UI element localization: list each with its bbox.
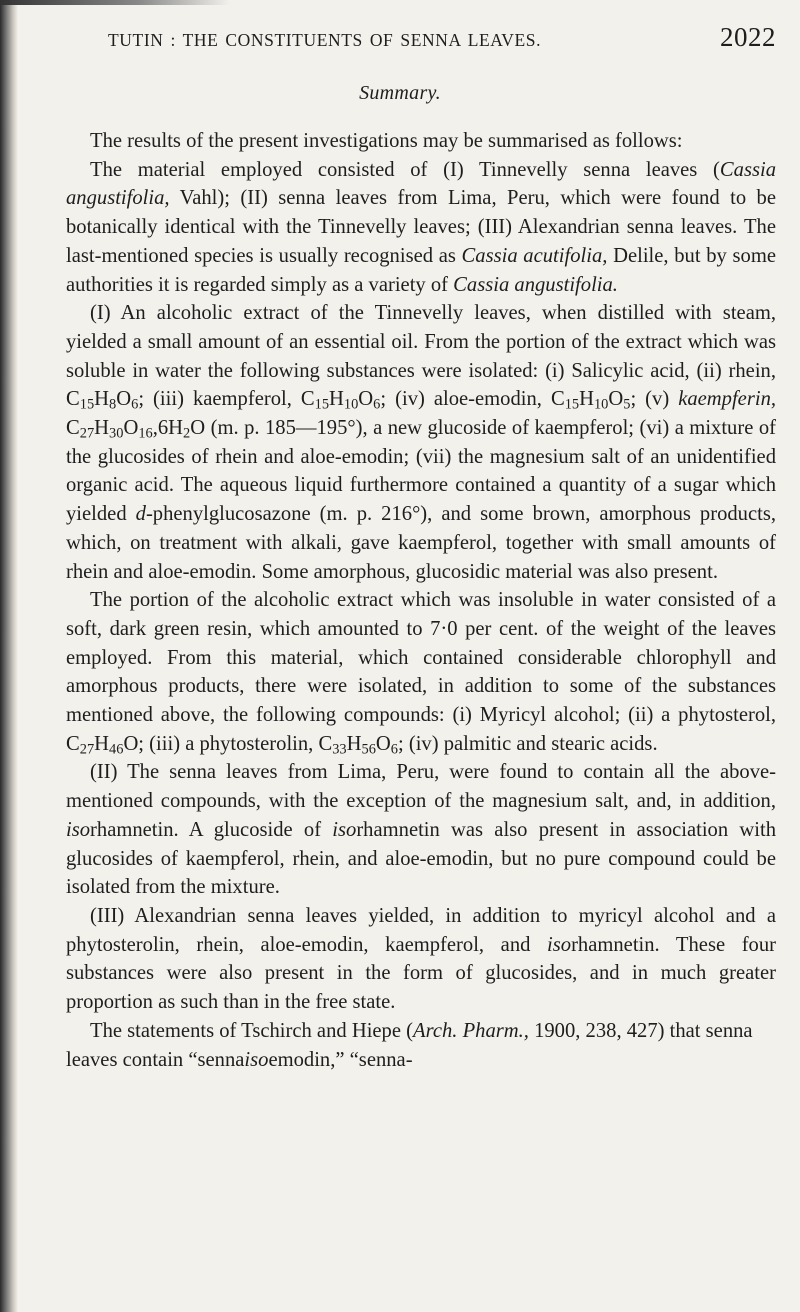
- summary-body: [66, 127, 776, 1074]
- page-number: 2022: [720, 22, 776, 52]
- compound-name: kaempferin,: [678, 388, 777, 411]
- paragraph-tschirch-statement: The statements of Tschirch and Hiepe (Arch. Pharm., 1900, 238, 427) that senna leaves contain “sennaisoemodin,” “senna-: [66, 1019, 753, 1071]
- section-title: Summary.: [359, 82, 441, 104]
- species-name: Cassia angustifolia.: [453, 273, 618, 296]
- paragraph-alexandrian-leaves: (III) Alexandrian senna leaves yielded, in addition to myricyl alcohol and a phytosterolin, rhein, aloe-emodin, kaempferol, and isorhamnetin. These four substances were also present in the form of glucosides, and in much greater proportion as such than in the free state.: [66, 904, 777, 1014]
- page-header: [108, 22, 776, 58]
- journal-citation: Arch. Pharm.,: [413, 1019, 529, 1042]
- paragraph-lima-leaves: (II) The senna leaves from Lima, Peru, were found to contain all the above-mentioned compounds, with the exception of the magnesium salt, and, in addition, isorhamnetin. A glucoside of isorhamnetin was also present in association with glucosides of kaempferol, rhein, and aloe-emodin, but no pure compound could be isolated from the mixture.: [66, 761, 776, 899]
- paragraph-tinnevelly-insoluble: The portion of the alcoholic extract which was insoluble in water consisted of a soft, dark green resin, which amounted to 7·0 per cent. of the weight of the leaves employed. From this material, which contained considerable chlorophyll and amorphous products, there were isolated, in addition to some of the substances mentioned above, the following compounds: (i) Myricyl alcohol; (ii) a phytosterol, $C_{27}H_{46}O$; (iii) a phytosterolin, $C_{33}H_{56}O_6$; (iv) palmitic and stearic acids.: [66, 589, 776, 758]
- paragraph-tinnevelly-water-soluble: (I) An alcoholic extract of the Tinnevelly leaves, when distilled with steam, yielded a small amount of an essential oil. From the portion of the extract which was soluble in water the following substances were isolated: (i) Salicylic acid, (ii) rhein, $C_{15}H_8O_6$; (iii) kaempferol, $C_{15}H_{10}O_6$; (iv) aloe-emodin, $C_{15}H_{10}O_5$; (v) kaempferin, $C_{27}H_{30}O_{16},6H_2O$ (m. p. 185—195°), a new glucoside of kaempferol; (vi) a mixture of the glucosides of rhein and aloe-emodin; (vii) the magnesium salt of an unidentified organic acid. The aqueous liquid furthermore contained a quantity of a sugar which yielded d-phenylglucosazone (m. p. 216°), and some brown, amorphous products, which, on treatment with alkali, gave kaempferol, together with small amounts of rhein and aloe-emodin. Some amorphous, glucosidic material was also present.: [66, 302, 777, 583]
- species-name: Cassia angustifolia,: [66, 158, 776, 210]
- running-head: TUTIN : THE CONSTITUENTS OF SENNA LEAVES.: [108, 30, 542, 50]
- species-name: Cassia acutifolia,: [461, 244, 608, 267]
- paragraph-materials: The material employed consisted of (I) Tinnevelly senna leaves (Cassia angustifolia, Vahl); (II) senna leaves from Lima, Peru, which were found to be botanically identical with the Tinnevelly leaves; (III) Alexandrian senna leaves. The last-mentioned species is usually recognised as Cassia acutifolia, Delile, but by some authorities it is regarded simply as a variety of Cassia angustifolia.: [66, 158, 776, 296]
- page-binding-shadow: [0, 0, 18, 1312]
- paragraph-intro: The results of the present investigations may be summarised as follows:: [90, 130, 683, 152]
- page-edge-shadow: [0, 0, 230, 5]
